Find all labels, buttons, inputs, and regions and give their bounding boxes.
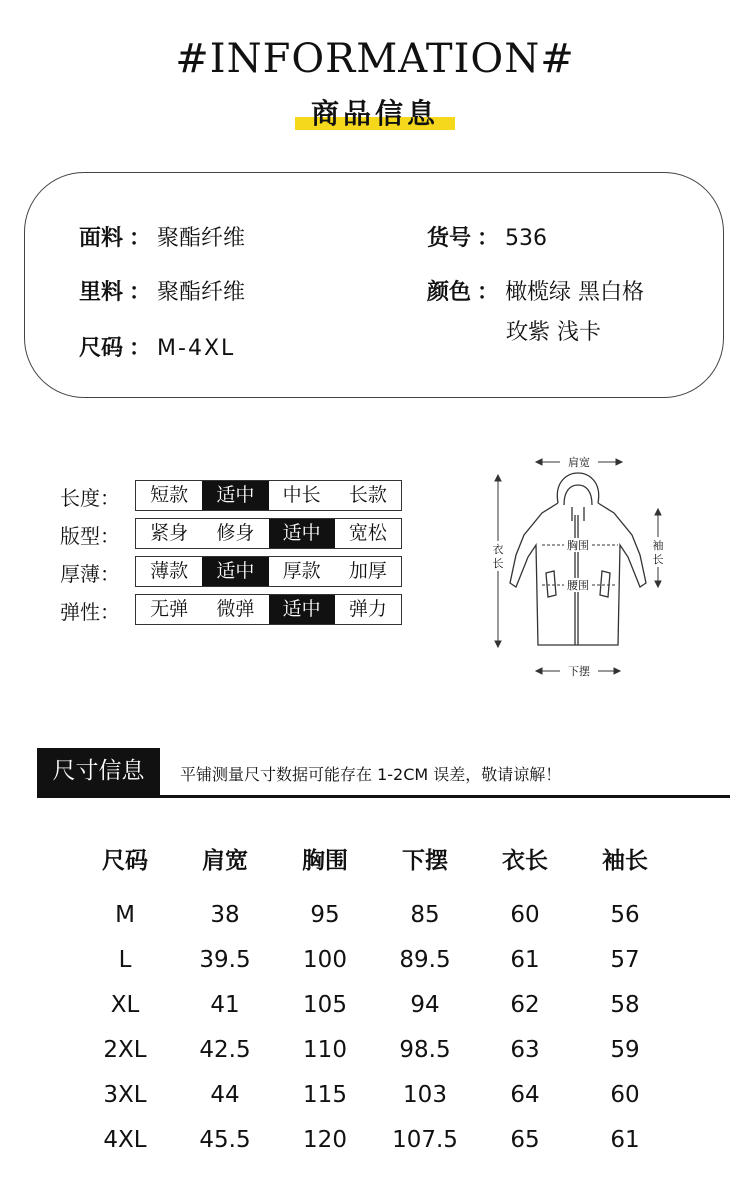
table-cell: 89.5: [399, 946, 451, 973]
info-fabric: [79, 221, 245, 252]
size-table-column-header: 肩宽: [202, 847, 248, 874]
info-size-label: 尺码: [79, 336, 124, 361]
attribute-option: 薄款: [150, 560, 189, 582]
table-cell: XL: [110, 991, 140, 1018]
size-info-header: [37, 748, 730, 798]
table-row: [75, 982, 675, 1027]
table-cell: 38: [210, 901, 240, 928]
table-row: [75, 1027, 675, 1072]
table-cell: 115: [303, 1081, 347, 1108]
attribute-option-selected: 适中: [202, 481, 268, 510]
size-table-header: [75, 830, 675, 886]
info-separator: ：: [477, 280, 500, 305]
attribute-option-selected: 适中: [269, 595, 335, 624]
attribute-label: 长度：: [60, 486, 120, 510]
info-color-value-line1: 橄榄绿 黑白格: [505, 280, 645, 305]
table-cell: 61: [510, 946, 540, 973]
diagram-label-shoulder: 肩宽: [568, 456, 590, 469]
diagram-label-hem: 下摆: [568, 665, 590, 678]
table-cell: 61: [610, 1126, 640, 1153]
info-lining-value: 聚酯纤维: [157, 280, 246, 305]
table-cell: 65: [510, 1126, 540, 1153]
table-cell: M: [115, 901, 135, 928]
table-cell: 100: [303, 946, 347, 973]
attribute-label: 版型：: [60, 524, 120, 548]
info-item-no-label: 货号: [427, 226, 472, 251]
table-row: [75, 1072, 675, 1117]
diagram-label-length-2: 长: [492, 557, 504, 570]
attribute-option: 加厚: [348, 560, 387, 582]
info-separator: ：: [477, 226, 500, 251]
table-cell: 56: [610, 901, 640, 928]
table-cell: 4XL: [103, 1126, 147, 1153]
attribute-option: 无弹: [150, 598, 189, 620]
attribute-label: 弹性：: [60, 600, 120, 624]
table-cell: 94: [410, 991, 440, 1018]
table-cell: 85: [410, 901, 440, 928]
info-lining: [79, 275, 245, 306]
table-cell: 39.5: [199, 946, 251, 973]
table-cell: 2XL: [103, 1036, 147, 1063]
table-row: [75, 937, 675, 982]
attribute-option-selected: 适中: [269, 519, 335, 548]
attribute-option: 短款: [150, 484, 189, 506]
attribute-option: 紧身: [150, 522, 189, 544]
info-lining-label: 里料: [79, 280, 124, 305]
table-cell: 110: [303, 1036, 347, 1063]
table-cell: 62: [510, 991, 540, 1018]
info-size-value: M-4XL: [157, 336, 236, 361]
table-row: [75, 1117, 675, 1162]
table-cell: 60: [610, 1081, 640, 1108]
table-cell: 120: [303, 1126, 347, 1153]
attribute-options: [135, 594, 402, 625]
table-row: [75, 886, 675, 937]
garment-measurement-diagram: [480, 445, 720, 695]
table-cell: 107.5: [392, 1126, 458, 1153]
table-cell: 64: [510, 1081, 540, 1108]
size-table-column-header: 衣长: [502, 847, 548, 874]
info-separator: ：: [129, 336, 152, 361]
table-cell: 60: [510, 901, 540, 928]
info-color: [427, 275, 644, 306]
attribute-option-selected: 适中: [202, 557, 268, 586]
attribute-option: 修身: [216, 522, 255, 544]
table-cell: 45.5: [199, 1126, 251, 1153]
size-table-column-header: 胸围: [302, 847, 348, 874]
attribute-option: 长款: [348, 484, 387, 506]
table-cell: 42.5: [199, 1036, 251, 1063]
table-cell: 63: [510, 1036, 540, 1063]
size-info-tag: 尺寸信息: [37, 748, 160, 798]
size-table-column-header: 下摆: [402, 847, 448, 874]
table-cell: 95: [310, 901, 340, 928]
info-item-no: [427, 221, 547, 252]
table-cell: 105: [303, 991, 347, 1018]
subtitle-wrap: [0, 92, 750, 132]
diagram-label-length-1: 衣: [492, 543, 504, 556]
attribute-options: [135, 518, 402, 549]
info-color-line2: [506, 315, 601, 346]
attribute-option: 弹力: [348, 598, 387, 620]
info-color-value-line2: 玫紫 浅卡: [506, 320, 601, 345]
product-info-box: [24, 172, 724, 398]
table-cell: 58: [610, 991, 640, 1018]
diagram-label-sleeve-1: 袖: [652, 539, 664, 552]
table-cell: 98.5: [399, 1036, 451, 1063]
info-separator: ：: [129, 280, 152, 305]
size-info-note: 平铺测量尺寸数据可能存在 1-2CM 误差，敬请谅解！: [180, 765, 562, 784]
page-title: #INFORMATION#: [175, 36, 575, 82]
info-separator: ：: [129, 226, 152, 251]
info-item-no-value: 536: [505, 226, 548, 251]
attribute-option: 微弹: [216, 598, 255, 620]
attribute-option: 厚款: [282, 560, 321, 582]
table-cell: 103: [403, 1081, 447, 1108]
diagram-label-waist: 腰围: [567, 579, 589, 592]
table-cell: 3XL: [103, 1081, 147, 1108]
table-cell: 57: [610, 946, 640, 973]
attribute-options: [135, 556, 402, 587]
section-title-product-info: 商品信息: [295, 92, 455, 132]
table-cell: L: [118, 946, 132, 973]
table-cell: 59: [610, 1036, 640, 1063]
size-table: [75, 830, 675, 1162]
attribute-option: 中长: [282, 484, 321, 506]
info-fabric-value: 聚酯纤维: [157, 226, 246, 251]
size-table-column-header: 尺码: [102, 847, 148, 874]
attribute-option: 宽松: [348, 522, 387, 544]
info-color-label: 颜色: [427, 280, 472, 305]
table-cell: 44: [210, 1081, 240, 1108]
diagram-label-sleeve-2: 长: [652, 553, 664, 566]
diagram-label-chest: 胸围: [567, 539, 589, 552]
size-info-divider: [37, 795, 730, 798]
attribute-options: [135, 480, 402, 511]
size-table-body: [75, 886, 675, 1162]
table-cell: 41: [210, 991, 240, 1018]
attribute-label: 厚薄：: [60, 562, 120, 586]
size-table-column-header: 袖长: [602, 847, 648, 874]
info-size: [79, 331, 235, 362]
info-fabric-label: 面料: [79, 226, 124, 251]
